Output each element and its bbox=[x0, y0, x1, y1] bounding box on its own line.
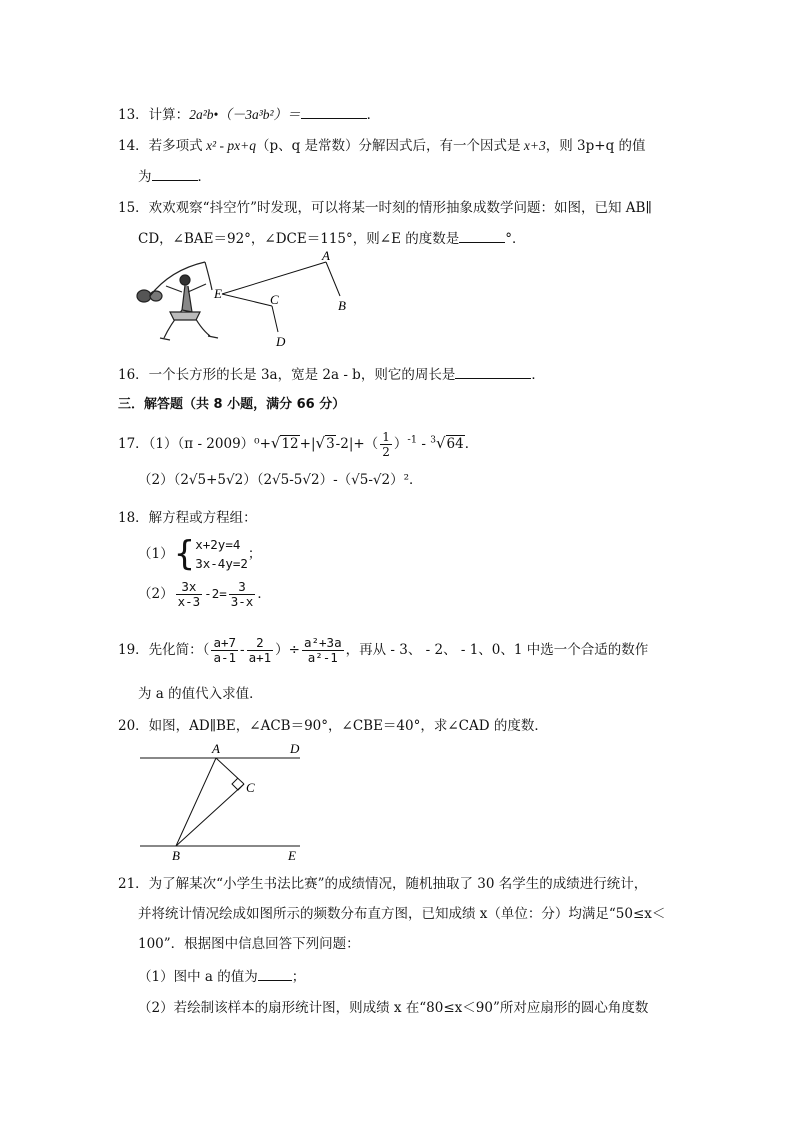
label-B: B bbox=[338, 298, 346, 313]
q14-line2-text: 为 bbox=[138, 169, 152, 185]
question-21-sub1: （1）图中 a 的值为 ； bbox=[138, 966, 305, 987]
segment-EA bbox=[222, 262, 326, 294]
question-21-line2 bbox=[138, 904, 665, 924]
q18-fraction2: $\frac{3}{3-x}$ bbox=[230, 579, 254, 609]
q19-fraction-b: $\frac{2}{a+1}$ bbox=[248, 635, 272, 665]
q14-factor: x+3 bbox=[520, 138, 546, 153]
question-14 bbox=[118, 136, 646, 156]
question-18 bbox=[118, 508, 257, 528]
q15-line2-text: CD，∠BAE＝92°，∠DCE＝115°，则∠E 的度数是 bbox=[138, 231, 460, 247]
q18-equation2: 3x-4y=2 bbox=[195, 556, 248, 571]
label-D: D bbox=[276, 334, 286, 349]
q19-fraction-c: $\frac{\text{a²+3a}}{\text{a²-1}}$ bbox=[303, 635, 342, 665]
q21-line1: 21．为了解某次“小学生书法比赛”的成绩情况，随机抽取了 30 名学生的成绩进行统计， bbox=[118, 876, 648, 892]
q13-expression: 2a²b•（－3a³b²）＝ bbox=[189, 107, 301, 122]
answer-blank[interactable] bbox=[301, 104, 367, 119]
segment-AB bbox=[326, 262, 340, 296]
q17-sqrt3: 3 bbox=[326, 436, 335, 452]
q16-end: ． bbox=[531, 367, 545, 383]
q14-text: （p、q 是常数）分解因式后，有一个因式是 bbox=[255, 138, 521, 154]
diabolo-player-illustration bbox=[137, 262, 218, 340]
q19-fraction-a: $\frac{a+7}{a-1}$ bbox=[213, 635, 237, 665]
label-E: E bbox=[288, 848, 296, 863]
question-13 bbox=[118, 104, 380, 125]
q20-text: 20．如图，AD∥BE，∠ACB＝90°，∠CBE＝40°，求∠CAD 的度数． bbox=[118, 718, 548, 734]
q17-abs-close: -2|+（ bbox=[335, 436, 379, 452]
label-E: E bbox=[214, 286, 222, 301]
q19-line2: 为 a 的值代入求值． bbox=[138, 686, 263, 702]
question-15 bbox=[118, 198, 652, 218]
q18-fraction1: $\frac{3x}{x-3}$ bbox=[177, 579, 201, 609]
question-15-line2 bbox=[138, 228, 525, 249]
q19-tail: ，再从 - 3、 - 2、 - 1、0、1 中选一个合适的数作 bbox=[345, 642, 649, 658]
question-18-part2: （2） $\frac{3x}{x-3}$ -2= $\frac{3}{3-x}$ ． bbox=[138, 579, 271, 609]
question-21-sub2 bbox=[138, 998, 648, 1018]
label-C: C bbox=[246, 780, 255, 795]
q21-line3: 100”．根据图中信息回答下列问题： bbox=[138, 936, 360, 952]
q21-line2: 并将统计情况绘成如图所示的频数分布直方图，已知成绩 x（单位：分）均满足“50≤x＜ bbox=[138, 906, 666, 922]
label-A: A bbox=[322, 250, 330, 263]
q14-polynomial: x² - px+q bbox=[202, 138, 256, 153]
segment-CD bbox=[272, 306, 278, 332]
q17-abs-open: +| bbox=[299, 436, 316, 452]
label-B: B bbox=[172, 848, 180, 863]
q21-sub1-text: （1）图中 a 的值为 bbox=[138, 969, 258, 985]
q17-term1: （π - 2009）⁰+ bbox=[177, 436, 271, 452]
q13-end: ． bbox=[366, 107, 381, 123]
answer-blank[interactable] bbox=[455, 364, 531, 379]
question-17-part1: 17．（1）（π - 2009）⁰+√12+|√3-2|+（ $\frac{1}{2}$ ）$^{-1}$ - $^3$√64． bbox=[118, 430, 479, 459]
question-21 bbox=[118, 874, 647, 894]
question-17-part2 bbox=[138, 470, 423, 490]
q18-equation1: x+2y=4 bbox=[195, 537, 241, 552]
q17-cbrt64: 64 bbox=[446, 436, 464, 452]
q20-figure bbox=[138, 740, 308, 865]
question-19: 19．先化简：（ $\frac{a+7}{a-1}$ - $\frac{2}{a+1}$ ）÷ $\frac{\text{a²+3a}}{\text{a²-1}}$ ，再从 - 3、 - 2、 - 1、0、1 中选一个合适的数作 bbox=[118, 635, 649, 665]
q14-number: 14．若多项式 bbox=[118, 138, 203, 154]
q18-title: 18．解方程或方程组： bbox=[118, 510, 257, 526]
q14-line2-end: ． bbox=[197, 169, 211, 185]
q15-line2-end: °． bbox=[505, 231, 526, 247]
q18-part2-number: （2） bbox=[138, 586, 174, 602]
q17-part2-number: （2） bbox=[138, 472, 174, 488]
q15-figure bbox=[130, 250, 360, 355]
q19-number: 19．先化简：（ bbox=[118, 642, 210, 658]
question-16 bbox=[118, 364, 545, 385]
answer-blank[interactable] bbox=[459, 228, 505, 243]
question-18-part1: （1）{ x+2y=4 3x-4y=2 ； bbox=[138, 534, 262, 574]
label-D: D bbox=[290, 741, 300, 756]
q21-sub2-text: （2）若绘制该样本的扇形统计图，则成绩 x 在“80≤x＜90”所对应扇形的圆心角度数 bbox=[138, 1000, 649, 1016]
q14-tail: ，则 3p+q 的值 bbox=[545, 138, 646, 154]
question-19-line2 bbox=[138, 684, 263, 704]
segment-EC bbox=[222, 294, 272, 306]
question-14-line2 bbox=[138, 166, 211, 187]
segment-AB bbox=[176, 758, 216, 846]
segment-CB bbox=[176, 784, 244, 846]
q17-exponent: -1 bbox=[407, 434, 418, 446]
segment-AC bbox=[216, 758, 244, 784]
q15-line1: 15．欢欢观察“抖空竹”时发现，可以将某一时刻的情形抽象成数学问题：如图，已知 AB∥ bbox=[118, 200, 652, 216]
q16-text: 16．一个长方形的长是 3a，宽是 2a - b，则它的周长是 bbox=[118, 367, 456, 383]
q17-number: 17．（1） bbox=[118, 436, 178, 452]
q17-sqrt12: 12 bbox=[281, 436, 299, 452]
q17-cube-index: 3 bbox=[430, 435, 436, 446]
answer-blank[interactable] bbox=[152, 166, 198, 181]
q17-part2-expression: （2√5+5√2）（2√5-5√2）-（√5-√2）²． bbox=[173, 472, 423, 488]
question-20 bbox=[118, 716, 548, 736]
question-21-line3 bbox=[138, 934, 360, 954]
q18-part1-number: （1） bbox=[138, 546, 174, 562]
q13-number: 13．计算： bbox=[118, 107, 190, 123]
label-C: C bbox=[270, 292, 279, 307]
right-angle-mark bbox=[232, 778, 244, 790]
section-heading: 三．解答题（共 8 小题，满分 66 分） bbox=[118, 397, 346, 412]
q17-fraction: $\frac{1}{2}$ bbox=[382, 430, 390, 459]
label-A: A bbox=[212, 741, 220, 756]
answer-blank[interactable] bbox=[258, 966, 292, 981]
